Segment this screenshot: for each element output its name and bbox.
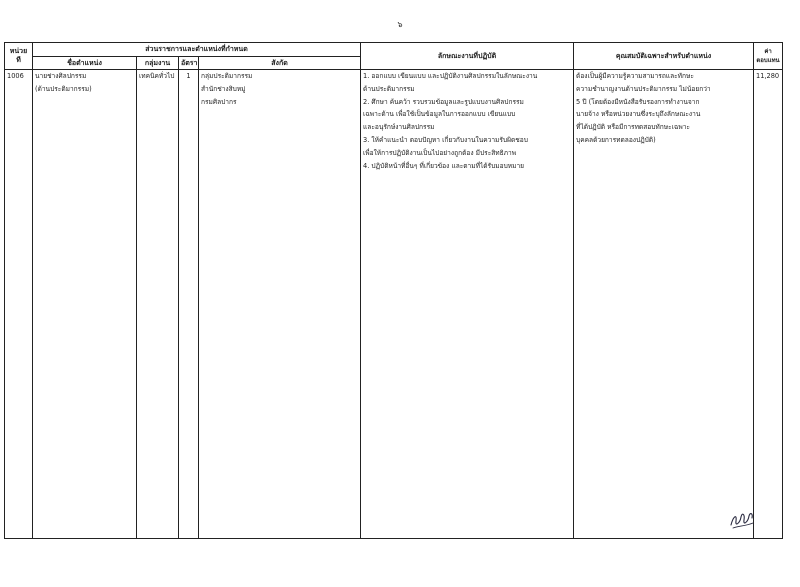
- position-name-cell: [33, 70, 137, 539]
- duty-line: 4. ปฏิบัติหน้าที่อื่นๆ ที่เกี่ยวข้อง และตามที่ได้รับมอบหมาย: [363, 161, 525, 170]
- affiliation-line: กลุ่มประติมากรรม: [201, 72, 253, 80]
- rate-header: อัตรา: [179, 57, 199, 70]
- affiliation-header: สังกัด: [199, 57, 361, 70]
- position-name-line: (ด้านประติมากรรม): [35, 84, 92, 93]
- duty-line: 1. ออกแบบ เขียนแบบ และปฏิบัติงานศิลปกรรมในลักษณะงาน: [363, 72, 538, 80]
- handwritten-signature: [728, 507, 756, 531]
- gov-section-header: ส่วนราชการและตำแหน่งที่กำหนด: [33, 43, 361, 57]
- duties-cell: [361, 70, 574, 539]
- compensation-cell: 11,280: [754, 70, 783, 539]
- qualification-line: ที่ได้ปฏิบัติ หรือมีการทดสอบทักษะเฉพาะ: [576, 123, 690, 132]
- qualification-line: ความชำนาญงานด้านประติมากรรม ไม่น้อยกว่า: [576, 84, 711, 93]
- rate-cell: 1: [179, 70, 199, 539]
- duty-line: 3. ให้คำแนะนำ ตอบปัญหา เกี่ยวกับงานในความรับผิดชอบ: [363, 135, 528, 144]
- position-name-header: ชื่อตำแหน่ง: [33, 57, 137, 70]
- affiliation-cell: [199, 70, 361, 539]
- unit-no-header: [5, 43, 33, 70]
- qualification-line: 5 ปี (โดยต้องมีหนังสือรับรองการทำงานจาก: [576, 97, 700, 106]
- duty-line: เฉพาะด้าน เพื่อใช้เป็นข้อมูลในการออกแบบ เขียนแบบ: [363, 110, 516, 119]
- duty-line: ด้านประติมากรรม: [363, 84, 415, 93]
- page-number: ๖: [397, 20, 403, 29]
- qualifications-cell: [574, 70, 754, 539]
- table-row: [5, 70, 783, 539]
- duties-header: ลักษณะงานที่ปฏิบัติ: [361, 43, 574, 70]
- duty-line: 2. ศึกษา ค้นคว้า รวบรวมข้อมูลและรูปแบบงานศิลปกรรม: [363, 97, 524, 106]
- unit-no-header-line-1: หน่วย: [9, 47, 28, 55]
- duty-line: เพื่อให้การปฏิบัติงานเป็นไปอย่างถูกต้อง มีประสิทธิภาพ: [363, 148, 517, 157]
- qualification-line: นายจ้าง หรือหน่วยงานซึ่งระบุถึงลักษณะงาน: [576, 110, 701, 119]
- job-group-cell: เทคนิคทั่วไป: [137, 70, 179, 539]
- qualifications-header: คุณสมบัติเฉพาะสำหรับตำแหน่ง: [574, 43, 754, 70]
- unit-no-cell: 1006: [5, 70, 33, 539]
- affiliation-line: กรมศิลปากร: [201, 97, 237, 106]
- qualification-line: บุคคลด้วยการทดลองปฏิบัติ): [576, 135, 656, 144]
- qualification-line: ต้องเป็นผู้มีความรู้ความสามารถและทักษะ: [576, 72, 694, 80]
- position-name-line: นายช่างศิลปกรรม: [35, 72, 87, 80]
- position-table: [4, 42, 783, 539]
- affiliation-line: สำนักช่างสิบหมู่: [201, 84, 246, 93]
- job-group-header: กลุ่มงาน: [137, 57, 179, 70]
- unit-no-header-line-2: ที่: [16, 56, 21, 64]
- header-row-1: [5, 43, 783, 57]
- compensation-header: ค่าตอบแทน: [754, 43, 783, 70]
- duty-line: และอนุรักษ์งานศิลปกรรม: [363, 123, 435, 132]
